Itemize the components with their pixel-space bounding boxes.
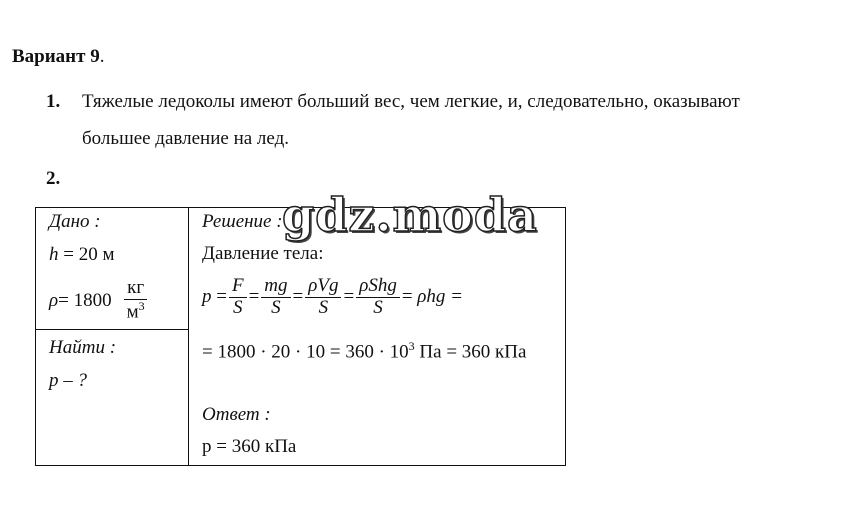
pressure-label: Давление тела: (202, 243, 324, 264)
solution-cell (189, 208, 566, 466)
item-2-number: 2. (46, 168, 61, 189)
item-1-line-1: Тяжелые ледоколы имеют больший вес, чем легкие, и, следовательно, оказывают (82, 91, 740, 112)
find-label: Найти : (49, 337, 117, 359)
item-1 (46, 91, 60, 113)
calculation-line: = $1800 \cdot 20 \cdot 10 = 360 \cdot 10^3$ Па = 360 кПа (202, 339, 527, 363)
item-1-line-2: большее давление на лед. (82, 128, 289, 149)
answer-label: Ответ : (202, 404, 271, 425)
solution-label: Решение : (202, 211, 283, 232)
pressure-formula: p = $\frac{F}{S}$ = $\frac{mg}{S}$ = $\frac{\text{ρVg}}{S}$ = $\frac{\text{ρShg}}{S}$ = ρhg = (202, 275, 463, 318)
solution-table (35, 207, 566, 466)
fraction-rhoshg-s: $\frac{\text{ρShg}}{S}$ (356, 276, 400, 319)
item-2 (46, 168, 60, 190)
find-cell (36, 330, 189, 466)
rho-unit-fraction: $\frac{кг}{м^3}$ (124, 278, 148, 323)
answer-value: p = 360 кПа (202, 436, 297, 457)
find-expression: p – ? (49, 370, 87, 392)
watermark-logo: gdz.moda (282, 188, 538, 242)
given-rho: ρ = 1800 $\frac{кг}{м^3}$ (49, 278, 150, 323)
item-1-number: 1. (46, 91, 61, 112)
fraction-f-s: $\frac{F}{S}$ (229, 276, 247, 319)
fraction-mg-s: $\frac{mg}{S}$ (261, 276, 290, 319)
fraction-rhovg-s: $\frac{\text{ρVg}}{S}$ (305, 276, 341, 319)
given-label: Дано : (49, 211, 101, 232)
variant-heading: Вариант 9. (12, 46, 105, 67)
given-cell (36, 208, 189, 330)
given-h: h = 20 м (49, 244, 115, 265)
